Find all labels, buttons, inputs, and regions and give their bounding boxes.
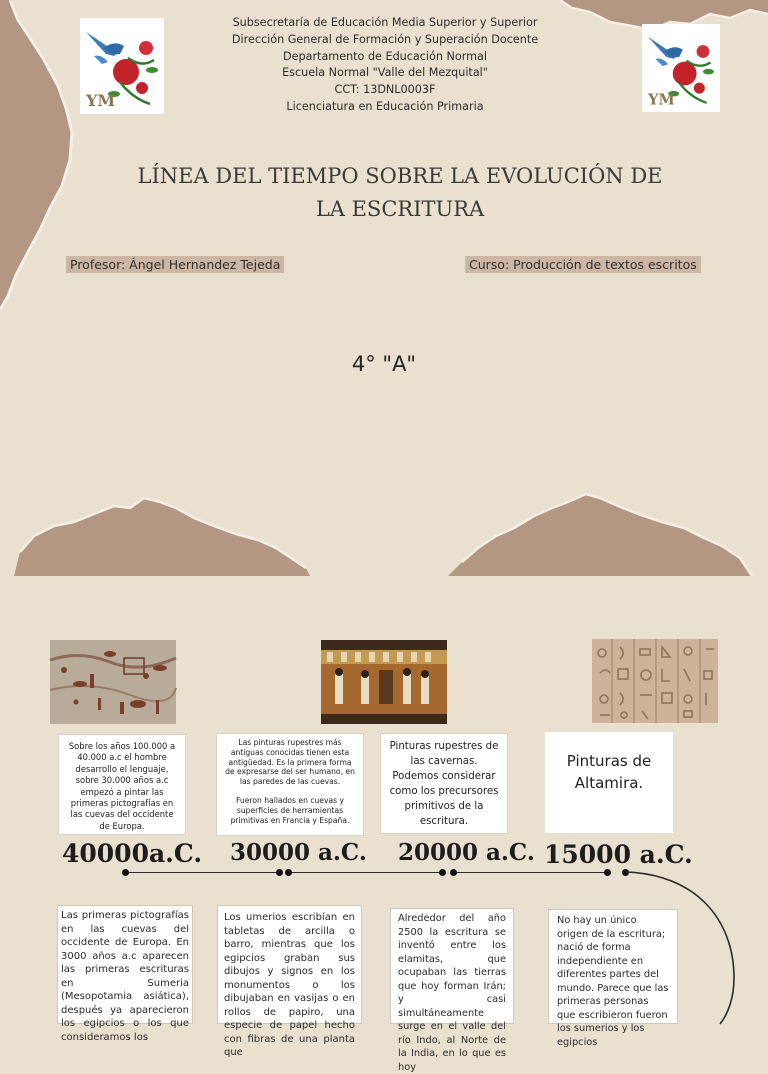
detail-box-40000 [57,905,193,1043]
title-line: LA ESCRITURA [315,197,485,221]
info-card-20000 [380,733,508,834]
timeline-dot [439,869,446,876]
egyptian-mural-photo [321,640,447,724]
timeline-segment [126,872,280,873]
card-text: Fueron hallados en cuevas y superficies de herramientas primitivas en Francia y España. [230,795,350,825]
detail-box-20000 [390,908,514,1073]
info-card-15000 [545,732,673,833]
header-line: Licenciatura en Educación Primaria [286,99,484,113]
detail-box-15000 [548,909,678,1048]
year-label-40000: 40000a.C. [62,839,203,868]
timeline-segment [454,872,608,873]
card-text: Pinturas rupestres de las cavernas. Podemos considerar como los precursores primitivos de la escritura. [389,741,499,827]
year-label-15000: 15000 a.C. [544,840,693,869]
page-title [110,160,690,226]
detail-text: Las primeras pictografías en las cuevas del occidente de Europa. En 3000 años a.c aparecen las primeras escrituras en Sumeria (Mesopotamia asiática), después ya aparecieron los egipcios o los que consideramos los [61,910,189,1043]
group-label: 4° "A" [351,352,417,376]
professor-tag: Profesor: Ángel Hernandez Tejeda [66,256,284,273]
card-text: Pinturas de Altamira. [566,752,652,792]
timeline-dot [450,869,457,876]
svg-text:YM: YM [648,91,675,109]
institution-header [200,15,570,116]
cave-painting-photo [50,640,176,724]
header-line: CCT: 13DNL0003F [334,83,436,97]
card-text: Sobre los años 100.000 a 40.000 a.c el hombre desarrollo el lenguaje, sobre 30.000 años a.c empezó a pintar las primeras pictografías en las cuevas del occidente de Europa. [68,741,176,831]
info-card-40000 [58,734,186,835]
school-logo-right [642,24,720,112]
detail-box-30000 [217,905,362,1058]
header-line: Departamento de Educación Normal [283,49,487,63]
svg-text:YM: YM [86,91,116,110]
school-logo-left [80,18,164,114]
timeline-segment [289,872,443,873]
card-text: Las pinturas rupestres más antiguas conocidas tienen esta antigüedad. Es la primera forma de expresarse del ser humano, en las paredes de las cuevas. [225,738,355,787]
year-label-20000: 20000 a.C. [398,839,535,866]
detail-text: Los umerios escribían en tabletas de arcilla o barro, mientras que los egipcios graban sus dibujos y signos en los monumentos o los dibujaban en vasijas o en rollos de papiro, una especie de papel hecho con fibras de una planta que [224,912,355,1058]
detail-text: No hay un único origen de la escritura; nació de forma independiente en diferentes partes del mundo. Parece que las primeras personas que escribieron fueron los sumerios y los egipcios [557,915,669,1048]
timeline-dot [285,869,292,876]
timeline-dot [122,869,129,876]
hieroglyphs-photo [592,639,718,723]
header-line: Subsecretaría de Educación Media Superior y Superior [232,16,538,29]
timeline-dot [276,869,283,876]
header-line: Escuela Normal "Valle del Mezquital" [282,66,488,80]
torn-paper-mound-right [448,488,758,580]
timeline-dot [604,869,611,876]
title-line: LÍNEA DEL TIEMPO SOBRE LA EVOLUCIÓN DE [137,164,663,188]
course-tag: Curso: Producción de textos escritos [465,256,701,273]
info-card-30000 [216,733,364,836]
torn-paper-mound-left [14,490,314,580]
header-line: Dirección General de Formación y Superación Docente [231,32,539,46]
year-label-30000: 30000 a.C. [230,839,367,866]
detail-text: Alrededor del año 2500 la escritura se inventó entre los elamitas, que ocupaban las tierras que hoy forman Irán; y casi simultáneamente surge en el valle del río Indo, al Norte de la India, en lo que es hoy [398,913,506,1073]
